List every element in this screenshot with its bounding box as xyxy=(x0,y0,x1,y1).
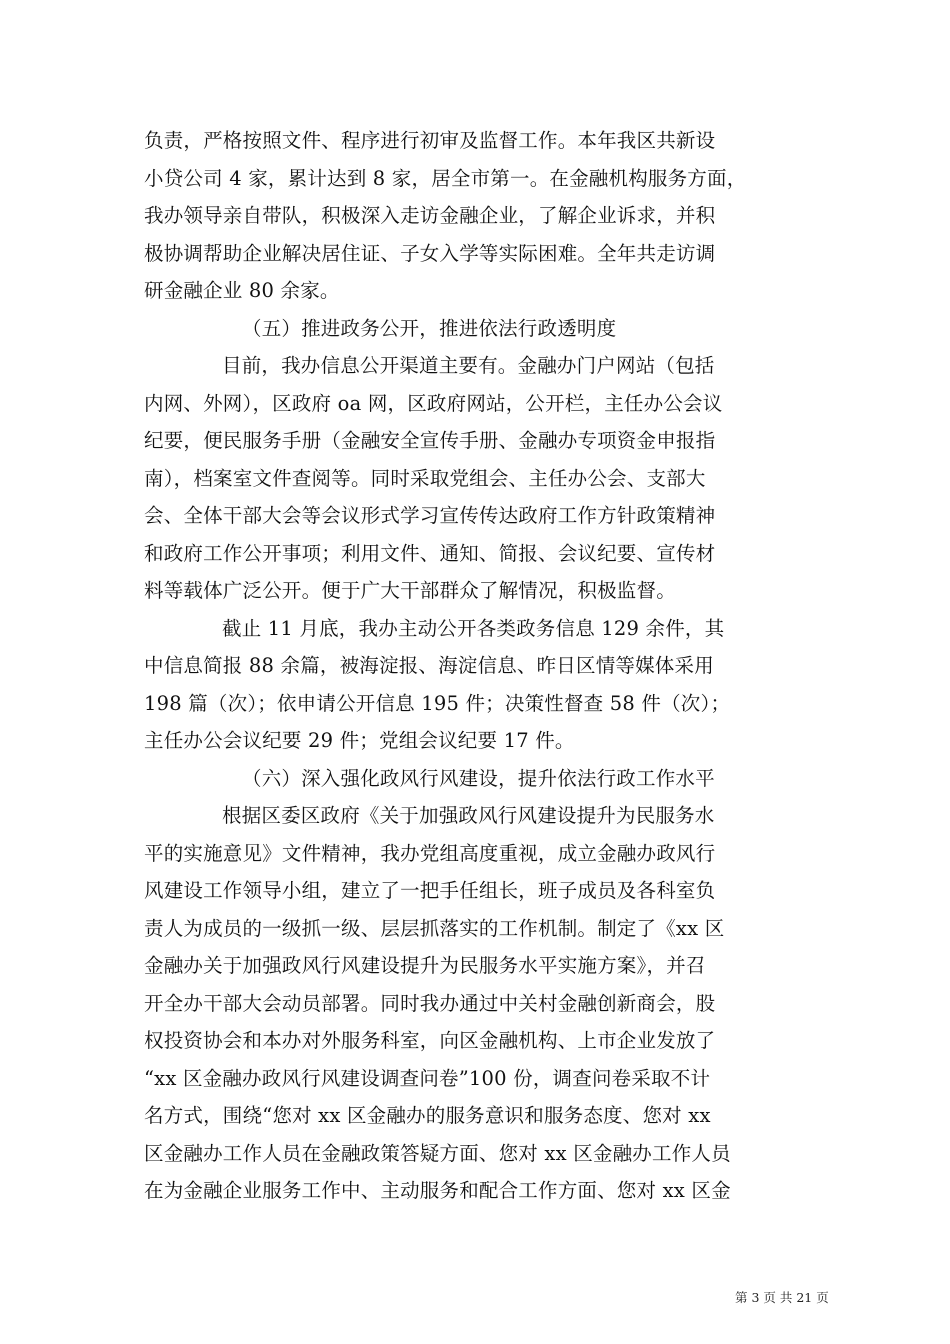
text-line: 和政府工作公开事项；利用文件、通知、简报、会议纪要、宣传材 xyxy=(144,541,716,565)
text-line: 责人为成员的一级抓一级、层层抓落实的工作机制。制定了《xx 区 xyxy=(144,916,725,940)
text-line: 名方式，围绕“您对 xx 区金融办的服务意识和服务态度、您对 xx xyxy=(144,1104,711,1127)
document-body xyxy=(144,122,814,1210)
text-line: 风建设工作领导小组，建立了一把手任组长，班子成员及各科室负 xyxy=(144,879,716,902)
text-line: 开全办干部大会动员部署。同时我办通过中关村金融创新商会，股 xyxy=(144,991,716,1015)
text-line: 中信息简报 88 余篇，被海淀报、海淀信息、昨日区情等媒体采用 xyxy=(144,654,714,677)
text-line: 内网、外网），区政府 oa 网，区政府网站，公开栏，主任办公会议 xyxy=(144,391,723,415)
text-line: 研金融企业 80 余家。 xyxy=(144,279,340,302)
text-line: 南），档案室文件查阅等。同时采取党组会、主任办公会、支部大 xyxy=(144,466,706,490)
text-line: 负责，严格按照文件、程序进行初审及监督工作。本年我区共新设 xyxy=(144,129,716,152)
text-line: 截止 11 月底，我办主动公开各类政务信息 129 余件，其 xyxy=(222,616,725,640)
section-heading: （六）深入强化政风行风建设，提升依法行政工作水平 xyxy=(242,766,715,790)
text-line: 小贷公司 4 家，累计达到 8 家，居全市第一。在金融机构服务方面， xyxy=(144,166,747,190)
text-line: 主任办公会议纪要 29 件；党组会议纪要 17 件。 xyxy=(144,729,575,752)
section-heading: （五）推进政务公开，推进依法行政透明度 xyxy=(242,316,617,340)
text-line: 金融办关于加强政风行风建设提升为民服务水平实施方案》，并召 xyxy=(144,954,706,977)
text-line: 198 篇（次）；依申请公开信息 195 件；决策性督查 58 件（次）； xyxy=(144,691,731,715)
text-line: 我办领导亲自带队，积极深入走访金融企业，了解企业诉求，并积 xyxy=(144,204,716,227)
text-line: 在为金融企业服务工作中、主动服务和配合工作方面、您对 xx 区金 xyxy=(144,1179,731,1202)
page-number: 第 3 页 共 21 页 xyxy=(735,1290,829,1305)
text-line: 目前，我办信息公开渠道主要有。金融办门户网站（包括 xyxy=(222,354,715,377)
text-line: 根据区委区政府《关于加强政风行风建设提升为民服务水 xyxy=(222,804,715,827)
text-line: 纪要，便民服务手册（金融安全宣传手册、金融办专项资金申报指 xyxy=(144,429,716,452)
text-line: 极协调帮助企业解决居住证、子女入学等实际困难。全年共走访调 xyxy=(144,241,716,265)
text-line: “xx 区金融办政风行风建设调查问卷”100 份，调查问卷采取不计 xyxy=(144,1066,711,1090)
text-line: 料等载体广泛公开。便于广大干部群众了解情况，积极监督。 xyxy=(144,579,676,602)
text-line: 平的实施意见》文件精神，我办党组高度重视，成立金融办政风行 xyxy=(144,841,716,865)
text-line: 会、全体干部大会等会议形式学习宣传传达政府工作方针政策精神 xyxy=(144,504,716,527)
text-line: 区金融办工作人员在金融政策答疑方面、您对 xx 区金融办工作人员 xyxy=(144,1141,731,1165)
text-line: 权投资协会和本办对外服务科室，向区金融机构、上市企业发放了 xyxy=(144,1029,716,1052)
